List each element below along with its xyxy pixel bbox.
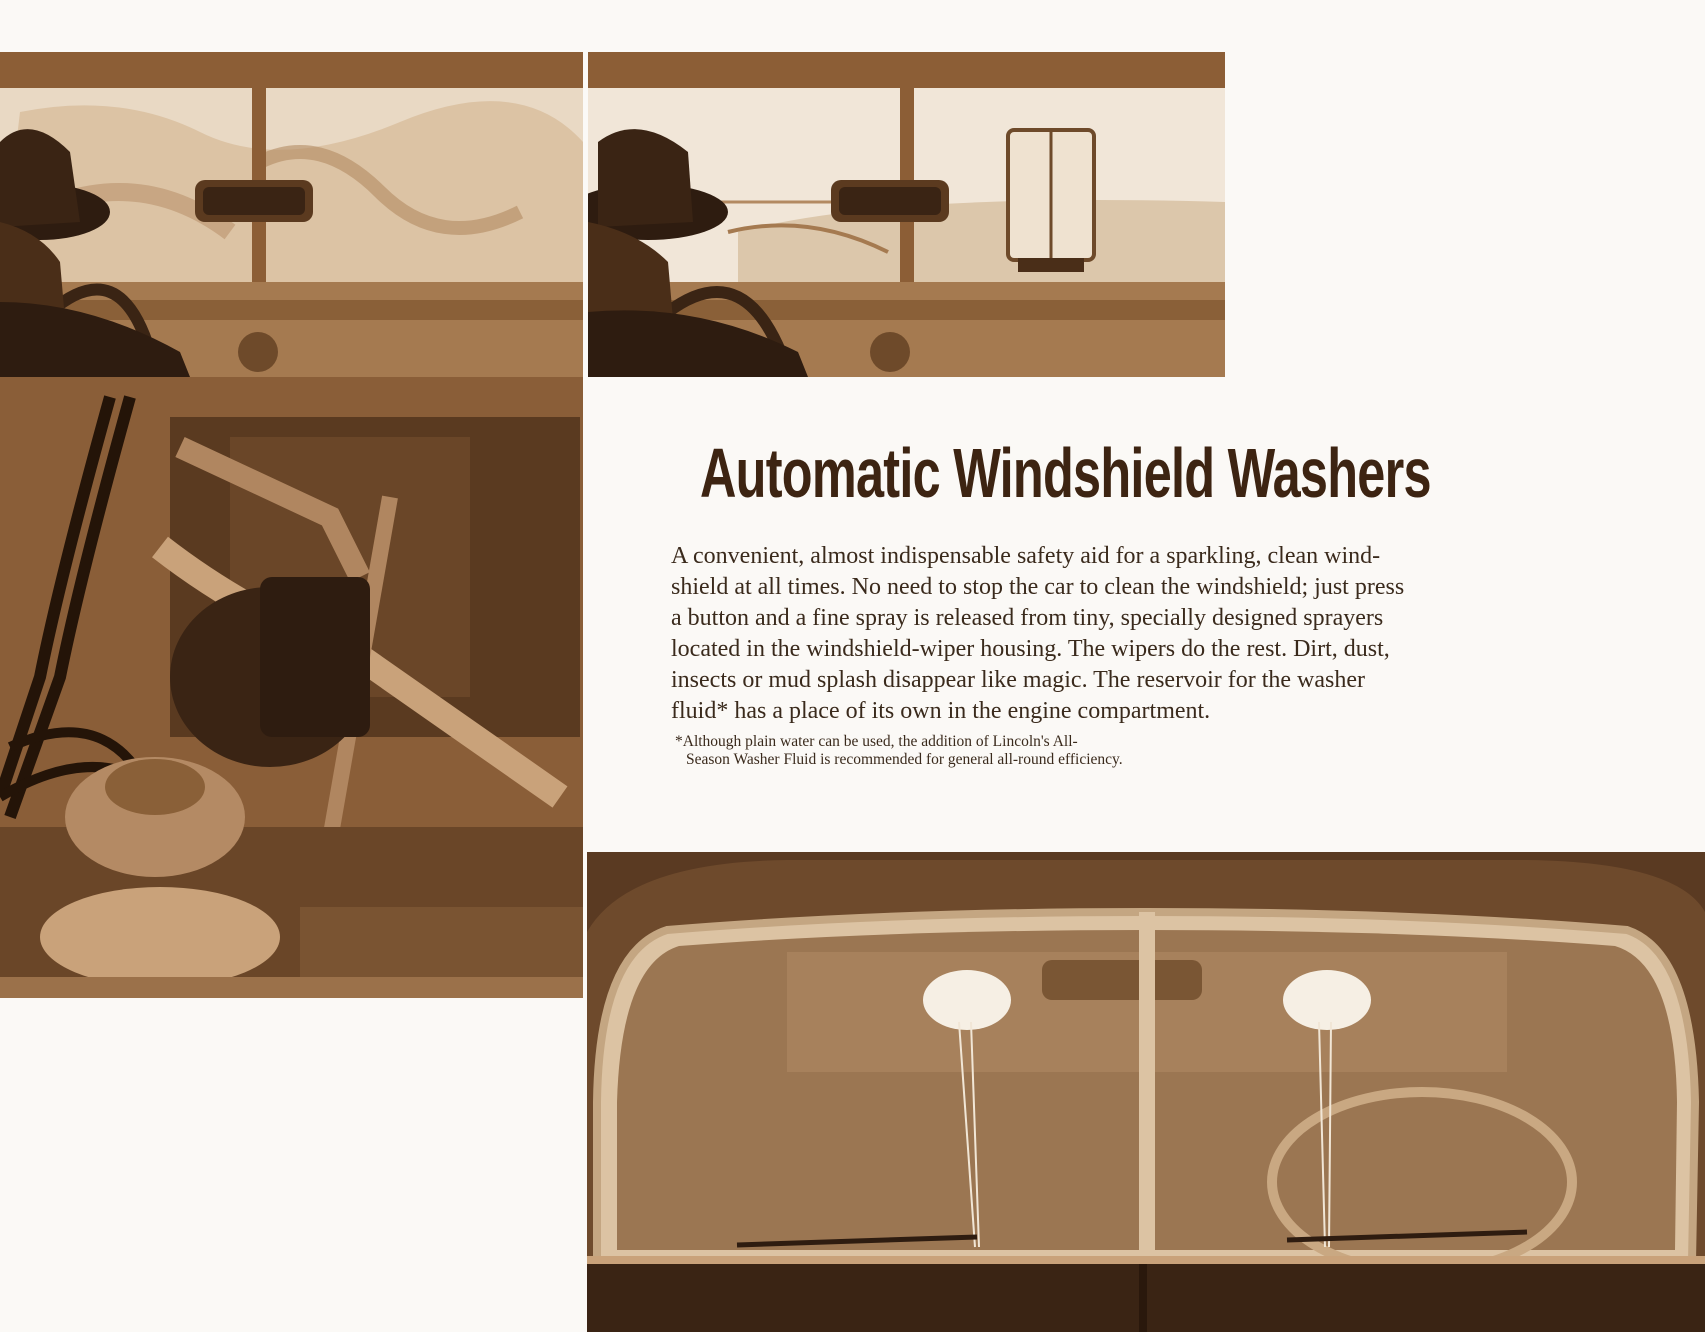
clean-windshield-illustration	[588, 52, 1225, 377]
footnote	[675, 733, 1335, 769]
body-line: insects or mud splash disappear like magic. The reservoir for the washer	[671, 667, 1366, 693]
engine-compartment-photo	[0, 377, 583, 998]
body-line: shield at all times. No need to stop the car to clean the windshield; just press	[671, 574, 1405, 600]
windshield-spray-photo	[587, 852, 1705, 1332]
body-line: located in the windshield-wiper housing. The wipers do the rest. Dirt, dust,	[671, 636, 1390, 662]
page-title: Automatic Windshield Washers	[700, 434, 1431, 512]
footnote-line: *Although plain water can be used, the addition of Lincoln's All-	[675, 733, 1078, 750]
dirty-windshield-illustration	[0, 52, 583, 377]
body-paragraph	[671, 541, 1589, 727]
body-line: a button and a fine spray is released from tiny, specially designed sprayers	[671, 605, 1384, 631]
body-line: A convenient, almost indispensable safety aid for a sparkling, clean wind-	[671, 543, 1381, 569]
footnote-line: Season Washer Fluid is recommended for general all-round efficiency.	[686, 751, 1123, 768]
body-line: fluid* has a place of its own in the engine compartment.	[671, 698, 1211, 724]
